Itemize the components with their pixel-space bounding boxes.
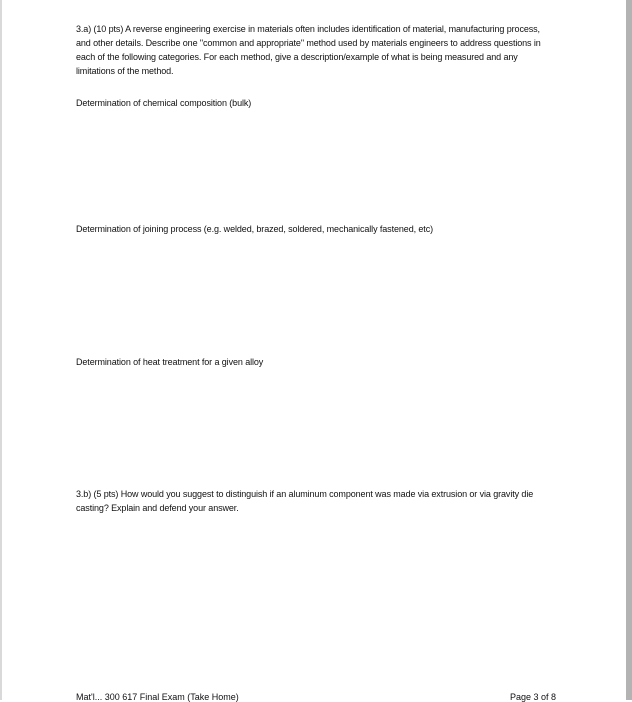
question-3a-text: 3.a) (10 pts) A reverse engineering exercise in materials often includes identification of material, manufacturing process, and other details. Describe one "common and appropriate" method used by materials engineers to address questions in each of the following categories. For each method, give a description/example of what is being measured and any limitations of the method. [76, 24, 541, 76]
category-joining-process: Determination of joining process (e.g. welded, brazed, soldered, mechanically fastened, etc) [76, 224, 433, 234]
footer-course-title: Mat'l... 300 617 Final Exam (Take Home) [76, 692, 239, 702]
question-3b-text: 3.b) (5 pts) How would you suggest to distinguish if an aluminum component was made via extrusion or via gravity die casting? Explain and defend your answer. [76, 489, 534, 513]
page-footer [76, 692, 556, 702]
category-heat-treatment: Determination of heat treatment for a given alloy [76, 357, 264, 367]
footer-page-number: Page 3 of 8 [509, 692, 556, 702]
category-chemical-composition: Determination of chemical composition (bulk) [76, 98, 252, 108]
page-left-edge [0, 0, 2, 700]
scrollbar-track[interactable] [626, 0, 632, 700]
